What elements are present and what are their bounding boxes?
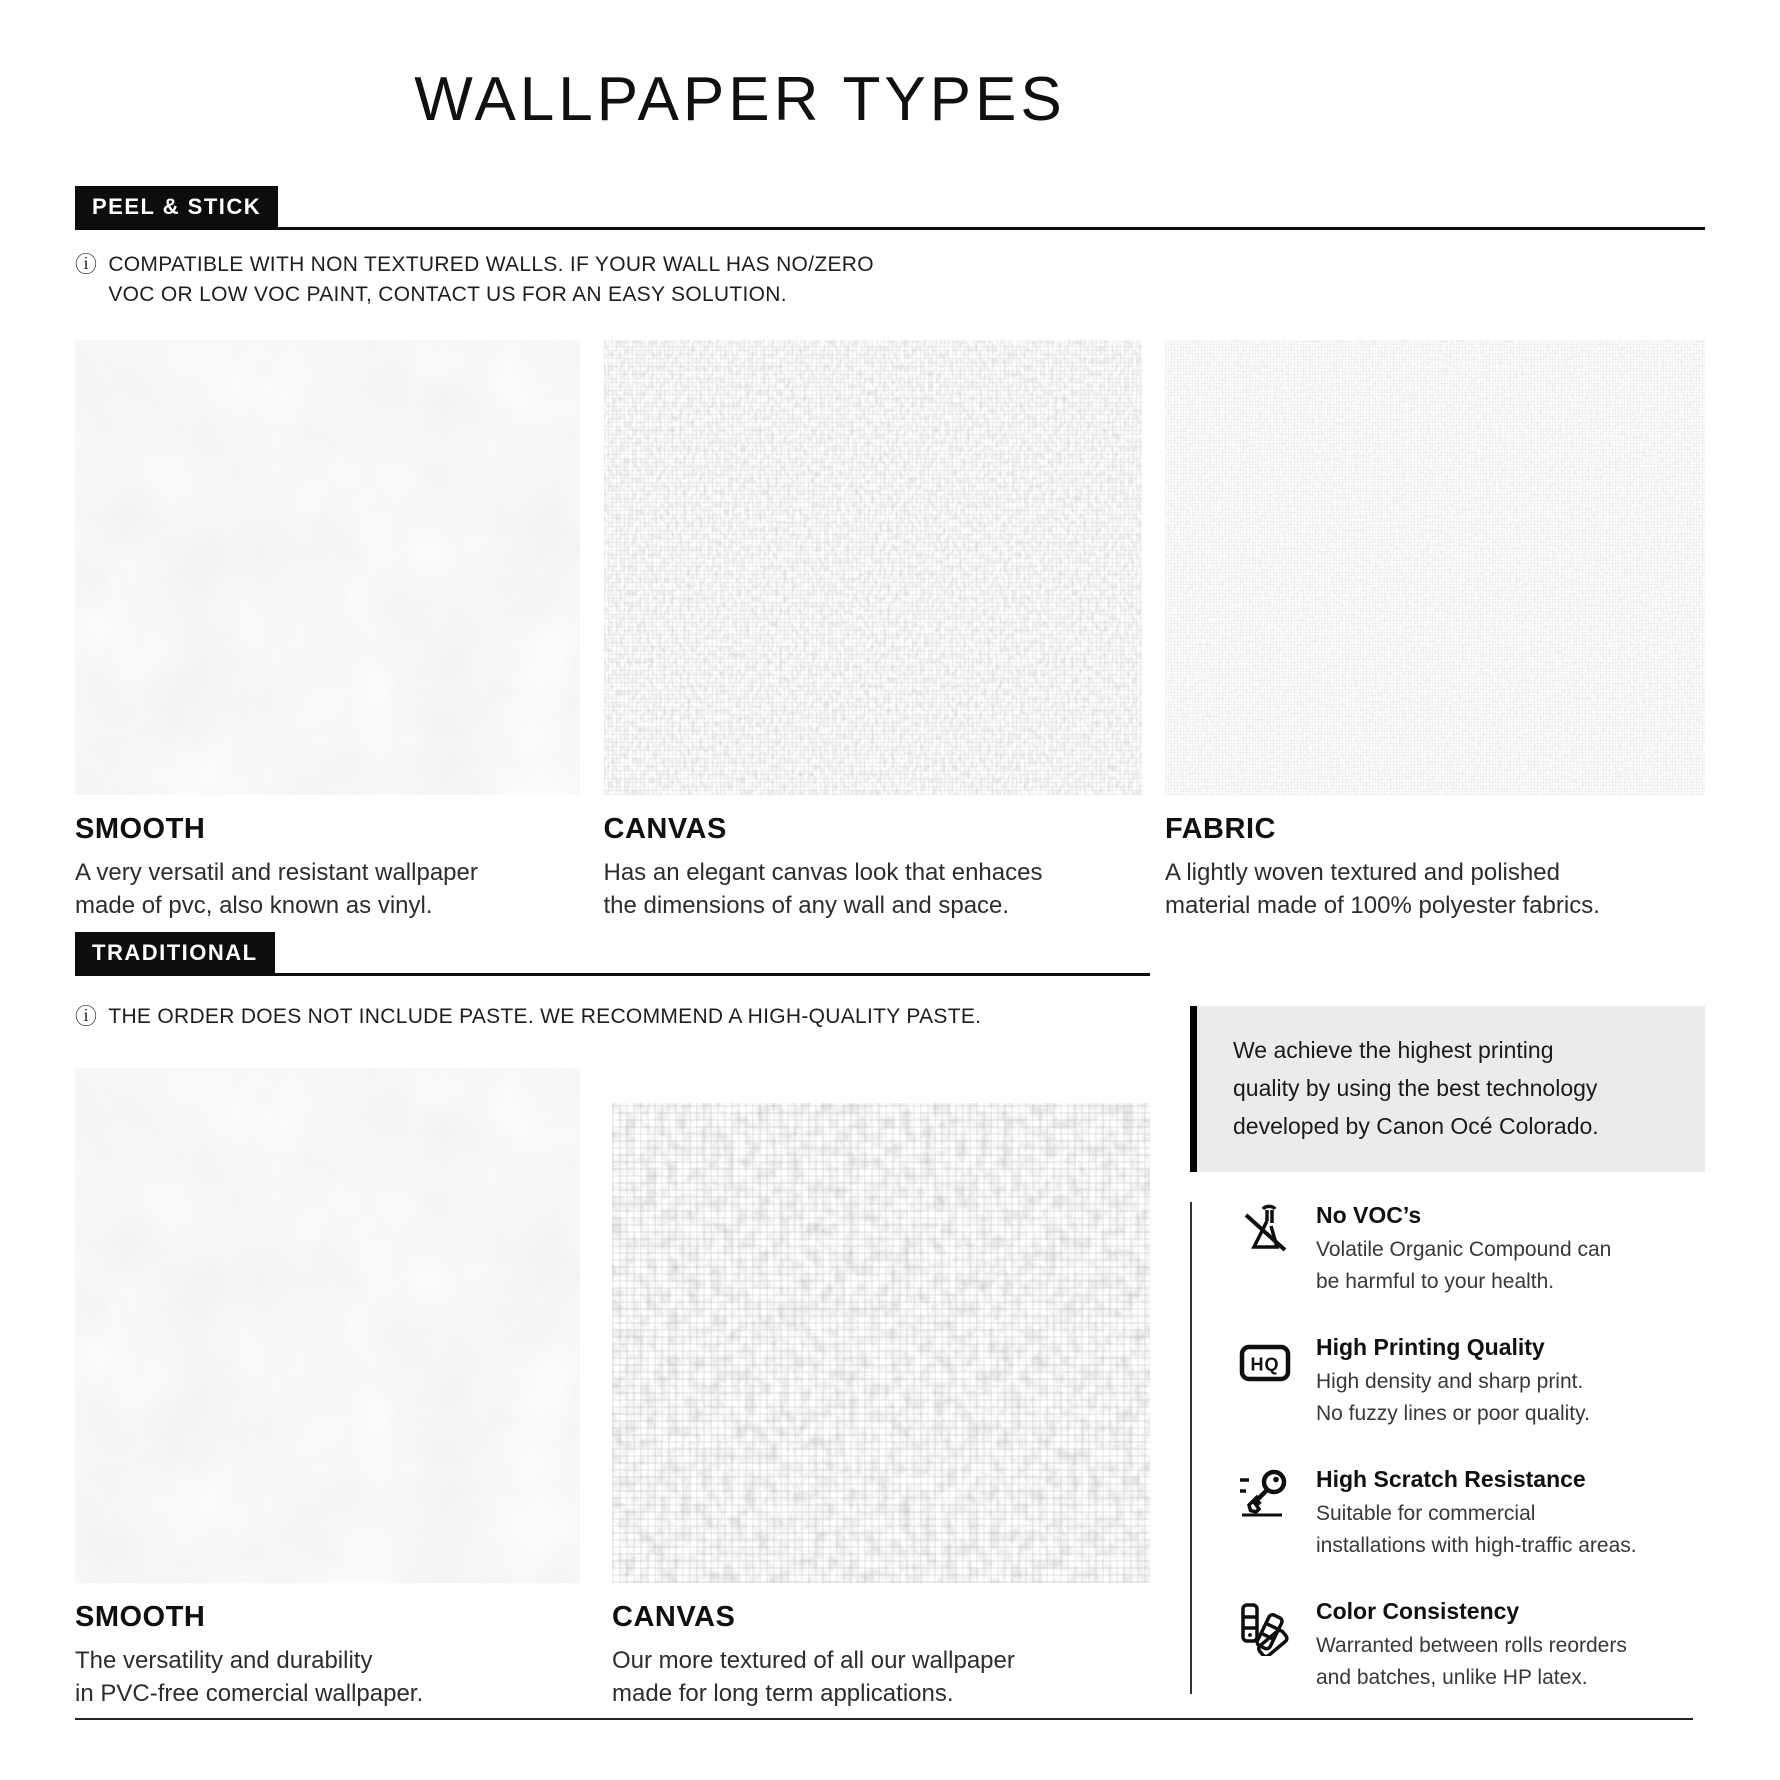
swatch-description: Has an elegant canvas look that enhaces the dimensions of any wall and space. bbox=[603, 859, 1043, 919]
bottom-divider bbox=[75, 1718, 1693, 1720]
swatch-card-canvas-traditional bbox=[612, 1068, 1150, 1710]
quality-sidebar bbox=[1190, 988, 1705, 1710]
hq-icon-label: HQ bbox=[1250, 1354, 1280, 1375]
swatch-description: A very versatil and resistant wallpaper made of pvc, also known as vinyl. bbox=[75, 859, 478, 919]
swatch-description: Our more textured of all our wallpaper made for long term applications. bbox=[612, 1647, 1015, 1707]
peel-and-stick-swatches bbox=[75, 340, 1705, 922]
swatch-card-smooth-traditional bbox=[75, 1068, 580, 1710]
swatch-title: CANVAS bbox=[603, 813, 727, 845]
peel-and-stick-label: PEEL & STICK bbox=[75, 186, 278, 227]
peel-and-stick-note bbox=[75, 250, 1705, 310]
swatch-card-smooth bbox=[75, 340, 580, 922]
page-title: WALLPAPER TYPES bbox=[414, 65, 1066, 134]
feature-text bbox=[1316, 1202, 1611, 1298]
traditional-note bbox=[75, 1002, 1150, 1032]
info-icon: ⓘ bbox=[75, 252, 98, 277]
feature-no-voc bbox=[1236, 1202, 1705, 1298]
swatch-card-fabric bbox=[1165, 340, 1705, 922]
info-icon: ⓘ bbox=[75, 1004, 98, 1029]
traditional-section-header bbox=[75, 932, 1150, 976]
feature-text bbox=[1316, 1466, 1637, 1562]
feature-text bbox=[1316, 1334, 1590, 1430]
smooth-texture-sample bbox=[75, 1068, 580, 1583]
no-voc-icon bbox=[1236, 1202, 1294, 1260]
swatch-title: SMOOTH bbox=[75, 1601, 206, 1633]
traditional-column bbox=[75, 988, 1150, 1710]
rough-canvas-texture-sample bbox=[612, 1103, 1150, 1583]
feature-scratch-resistance bbox=[1236, 1466, 1705, 1562]
feature-description: High density and sharp print. No fuzzy lines or poor quality. bbox=[1316, 1370, 1590, 1425]
smooth-texture-sample bbox=[75, 340, 580, 795]
traditional-label: TRADITIONAL bbox=[75, 932, 275, 973]
swatch-title: CANVAS bbox=[612, 1601, 736, 1633]
note-text: COMPATIBLE WITH NON TEXTURED WALLS. IF YOUR WALL HAS NO/ZERO VOC OR LOW VOC PAINT, CONTACT US FOR AN EASY SOLUTION. bbox=[108, 253, 874, 306]
printing-quality-callout: We achieve the highest printing quality by using the best technology developed by Canon Océ Colorado. bbox=[1190, 1006, 1705, 1172]
feature-high-printing-quality bbox=[1236, 1334, 1705, 1430]
feature-list bbox=[1190, 1202, 1705, 1694]
feature-title: High Scratch Resistance bbox=[1316, 1466, 1586, 1492]
note-text: THE ORDER DOES NOT INCLUDE PASTE. WE RECOMMEND A HIGH-QUALITY PASTE. bbox=[108, 1005, 982, 1028]
feature-description: Suitable for commercial installations with high-traffic areas. bbox=[1316, 1502, 1637, 1557]
traditional-swatches bbox=[75, 1068, 1150, 1710]
peel-and-stick-section-header bbox=[75, 186, 1705, 230]
swatch-description: The versatility and durability in PVC-free comercial wallpaper. bbox=[75, 1647, 424, 1707]
feature-description: Volatile Organic Compound can be harmful to your health. bbox=[1316, 1238, 1612, 1293]
feature-title: No VOC’s bbox=[1316, 1202, 1422, 1228]
swatch-description: A lightly woven textured and polished material made of 100% polyester fabrics. bbox=[1165, 859, 1600, 919]
color-consistency-icon bbox=[1236, 1598, 1294, 1656]
canvas-texture-sample bbox=[604, 340, 1142, 795]
swatch-title: SMOOTH bbox=[75, 813, 206, 845]
fabric-texture-sample bbox=[1165, 340, 1705, 795]
feature-text bbox=[1316, 1598, 1627, 1694]
scratch-resistance-icon bbox=[1236, 1466, 1294, 1524]
feature-title: Color Consistency bbox=[1316, 1598, 1520, 1624]
feature-description: Warranted between rolls reorders and batches, unlike HP latex. bbox=[1316, 1634, 1627, 1689]
feature-color-consistency bbox=[1236, 1598, 1705, 1694]
swatch-card-canvas bbox=[604, 340, 1142, 922]
feature-title: High Printing Quality bbox=[1316, 1334, 1545, 1360]
hq-icon bbox=[1236, 1334, 1294, 1392]
swatch-title: FABRIC bbox=[1165, 813, 1276, 845]
